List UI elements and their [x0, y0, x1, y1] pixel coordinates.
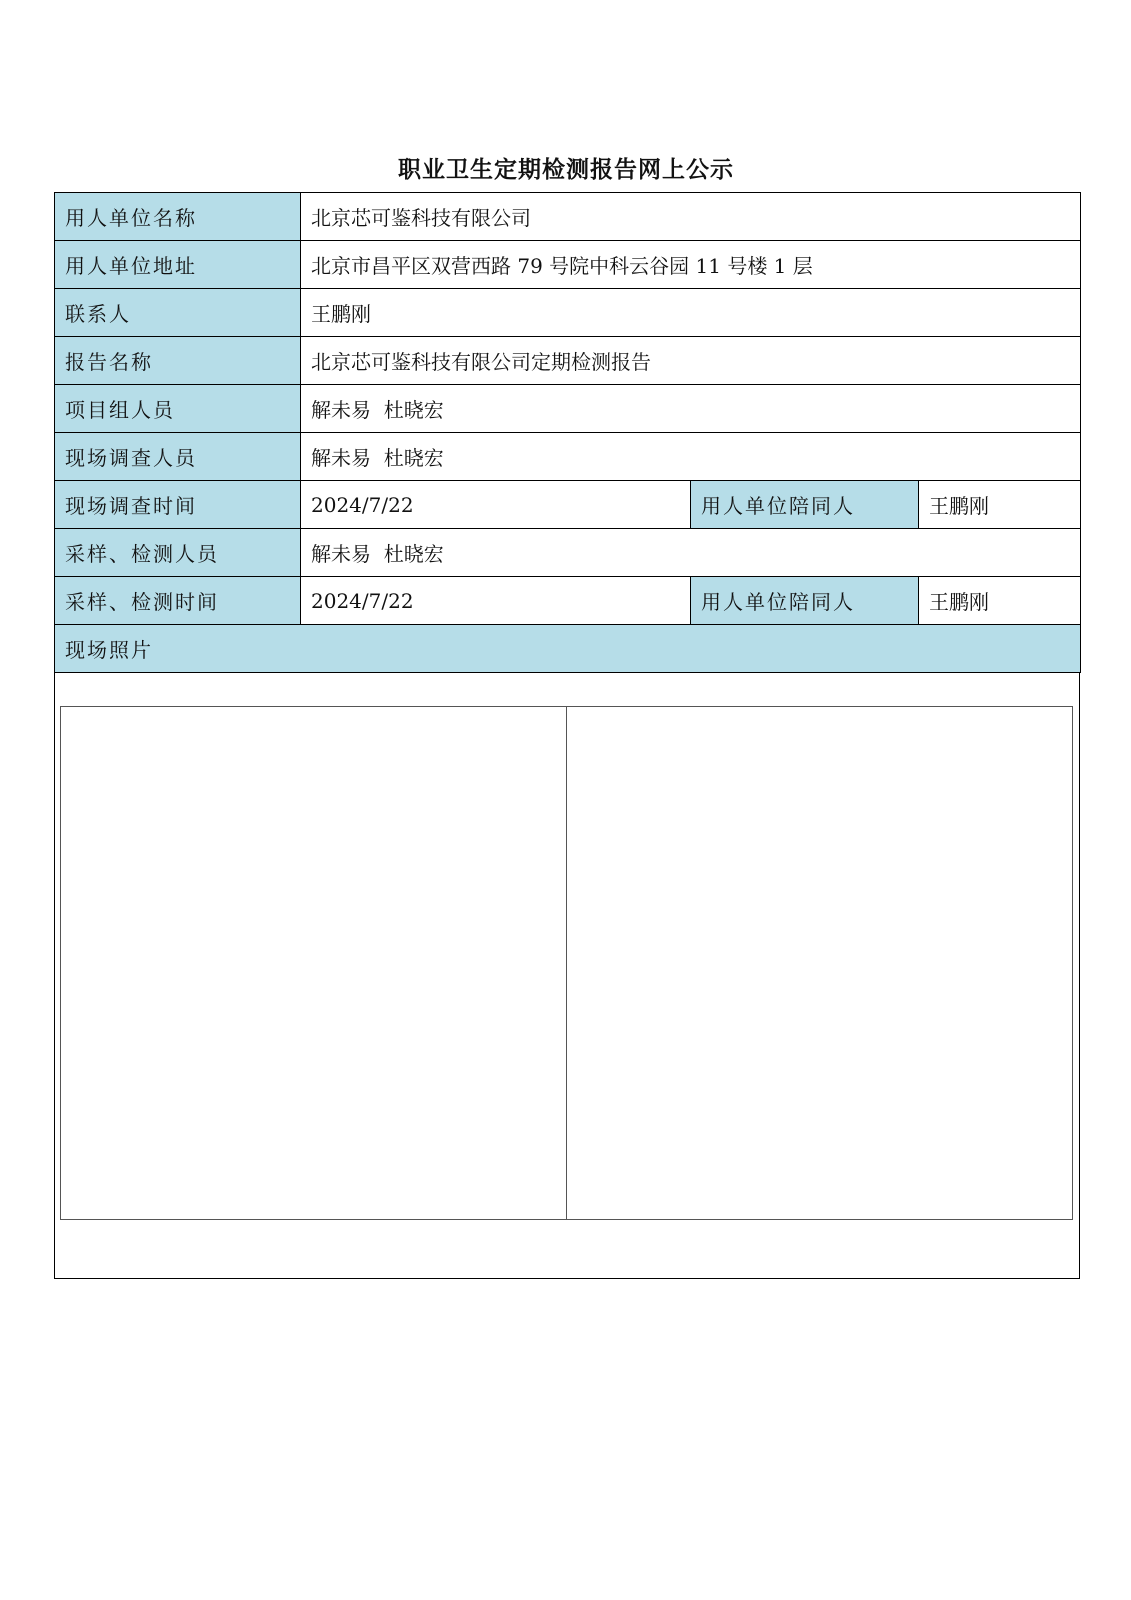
report-table	[54, 192, 1081, 673]
contact-label: 联系人	[55, 289, 301, 337]
survey-escort-value: 王鹏刚	[919, 481, 1081, 529]
row-contact	[55, 289, 1081, 337]
site-photos-label: 现场照片	[55, 625, 1081, 673]
survey-time-label: 现场调查时间	[55, 481, 301, 529]
employer-name-value: 北京芯可鉴科技有限公司	[301, 193, 1081, 241]
sampling-staff-value: 解未易 杜晓宏	[301, 529, 1081, 577]
survey-time-value: 2024/7/22	[301, 481, 691, 529]
photo-slot-left	[61, 707, 567, 1219]
row-sampling-staff	[55, 529, 1081, 577]
row-project-members	[55, 385, 1081, 433]
row-employer-address	[55, 241, 1081, 289]
row-employer-name	[55, 193, 1081, 241]
report-name-label: 报告名称	[55, 337, 301, 385]
sampling-escort-value: 王鹏刚	[919, 577, 1081, 625]
row-report-name	[55, 337, 1081, 385]
row-survey-time	[55, 481, 1081, 529]
row-survey-staff	[55, 433, 1081, 481]
employer-name-label: 用人单位名称	[55, 193, 301, 241]
page-title: 职业卫生定期检测报告网上公示	[398, 156, 734, 183]
survey-staff-value: 解未易 杜晓宏	[301, 433, 1081, 481]
photo-slot-right	[567, 707, 1072, 1219]
contact-value: 王鹏刚	[301, 289, 1081, 337]
employer-address-value: 北京市昌平区双营西路 79 号院中科云谷园 11 号楼 1 层	[301, 241, 1081, 289]
project-members-label: 项目组人员	[55, 385, 301, 433]
sampling-staff-label: 采样、检测人员	[55, 529, 301, 577]
row-sampling-time	[55, 577, 1081, 625]
project-members-value: 解未易 杜晓宏	[301, 385, 1081, 433]
sampling-time-label: 采样、检测时间	[55, 577, 301, 625]
survey-escort-label: 用人单位陪同人	[691, 481, 919, 529]
sampling-escort-label: 用人单位陪同人	[691, 577, 919, 625]
report-name-value: 北京芯可鉴科技有限公司定期检测报告	[301, 337, 1081, 385]
photo-area	[60, 706, 1073, 1220]
row-site-photos	[55, 625, 1081, 673]
survey-staff-label: 现场调查人员	[55, 433, 301, 481]
sampling-time-value: 2024/7/22	[301, 577, 691, 625]
employer-address-label: 用人单位地址	[55, 241, 301, 289]
